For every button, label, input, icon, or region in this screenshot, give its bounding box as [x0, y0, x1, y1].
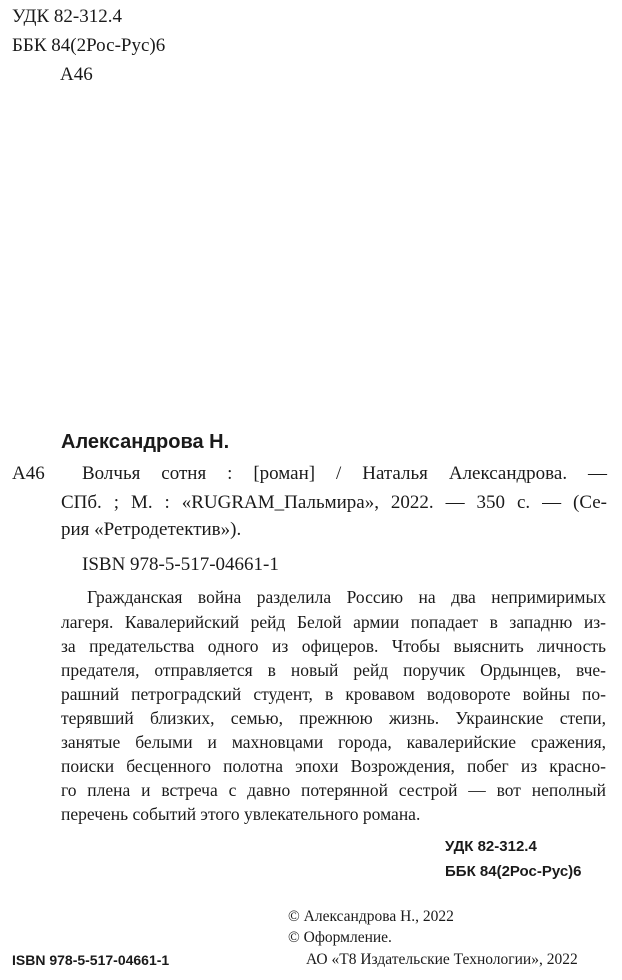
annotation-line: лагеря. Кавалерийский рейд Белой армии попадает в западню из- [61, 612, 606, 632]
description-line: Волчья сотня : [роман] / Наталья Александрова. — [82, 463, 607, 484]
annotation-line: поиски бесценного полотна эпохи Возрождения, побег из красно- [61, 756, 606, 776]
annotation-line: перечень событий этого увлекательного романа. [61, 804, 421, 824]
isbn-record: ISBN 978-5-517-04661-1 [82, 554, 279, 575]
author-mark-top: А46 [60, 64, 93, 85]
isbn-footer: ISBN 978-5-517-04661-1 [12, 952, 170, 968]
bbk-code-bottom: ББК 84(2Рос-Рус)6 [445, 863, 582, 880]
bbk-code-top: ББК 84(2Рос-Рус)6 [12, 35, 166, 56]
annotation-line: го плена и встреча с давно потерянной сестрой — вот неполный [61, 780, 606, 800]
author-heading: Александрова Н. [61, 431, 230, 453]
annotation-line: терявший близких, семью, прежнюю жизнь. Украинские степи, [61, 708, 606, 728]
author-mark: А46 [12, 463, 45, 484]
udk-code-bottom: УДК 82-312.4 [445, 838, 537, 855]
description-line: СПб. ; М. : «RUGRAM_Пальмира», 2022. — 350 с. — (Се- [61, 492, 607, 513]
annotation-line: Гражданская война разделила Россию на два непримиримых [87, 587, 606, 607]
copyright-line: © Оформление. [288, 929, 392, 946]
annotation-line: рашний петроградский студент, в кровавом водовороте войны по- [61, 684, 606, 704]
annotation-line: за предательства одного из офицеров. Чтобы выяснить личность [61, 636, 606, 656]
description-line: рия «Ретродетектив»). [61, 519, 242, 540]
copyright-line: АО «Т8 Издательские Технологии», 2022 [306, 951, 578, 968]
annotation-line: занятые белыми и махновцами города, кавалерийские сражения, [61, 732, 606, 752]
copyright-line: © Александрова Н., 2022 [288, 908, 454, 925]
annotation-line: предателя, отправляется в новый рейд поручик Ордынцев, вче- [61, 660, 606, 680]
udk-code-top: УДК 82-312.4 [12, 6, 122, 27]
